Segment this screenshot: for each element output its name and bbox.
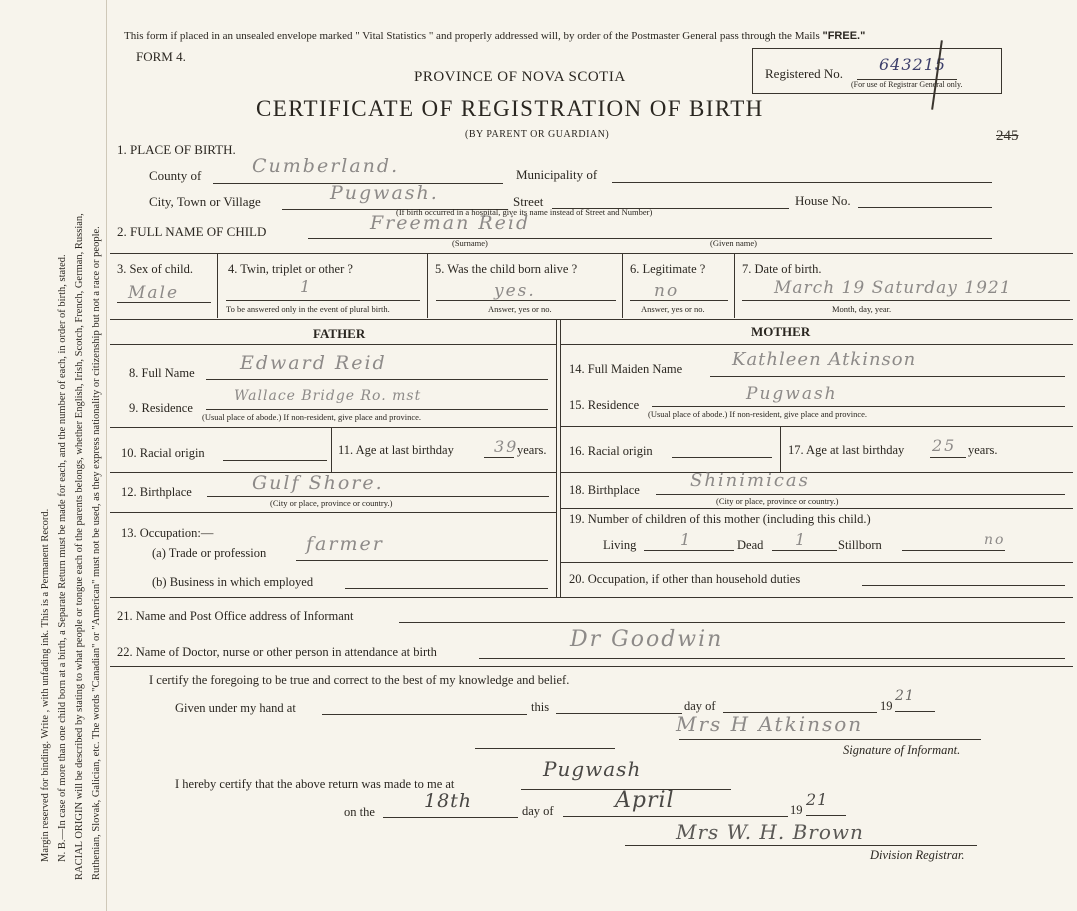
mother-occupation-label: 20. Occupation, if other than household duties <box>569 572 801 586</box>
father-name-label: 8. Full Name <box>129 366 195 380</box>
margin-note-3: RACIAL ORIGIN will be described by stating to what people or tongue each of the parents belongs, whether English, Irish, Scotch, French, German, Russian, <box>74 213 85 880</box>
informant-certify-text: I certify the foregoing to be true and correct to the best of my knowledge and belief. <box>149 673 570 687</box>
document-subtitle: (BY PARENT OR GUARDIAN) <box>465 129 610 140</box>
surname-note: (Surname) <box>452 238 488 248</box>
doctor-label: 22. Name of Doctor, nurse or other person in attendance at birth <box>117 645 437 659</box>
legitimate-label: 6. Legitimate ? <box>630 262 706 276</box>
trade-value: farmer <box>306 533 384 555</box>
registrar-year-suffix: 21 <box>806 790 829 809</box>
father-name-value: Edward Reid <box>240 352 387 374</box>
this-label: this <box>531 700 550 714</box>
sex-value: Male <box>128 283 180 303</box>
section-divider <box>475 748 615 749</box>
birthdate-value: March 19 Saturday 1921 <box>774 278 1012 298</box>
street-label: Street <box>513 194 544 209</box>
father-residence-value: Wallace Bridge Ro. mst <box>234 388 422 404</box>
child-name-value: Freeman Reid <box>370 212 531 234</box>
father-age-label: 11. Age at last birthday <box>338 443 454 457</box>
business-label: (b) Business in which employed <box>152 575 314 589</box>
living-label: Living <box>603 538 637 552</box>
county-value: Cumberland. <box>252 155 400 177</box>
on-the-label: on the <box>344 805 375 819</box>
given-at-label: Given under my hand at <box>175 701 296 715</box>
form-number: FORM 4. <box>136 49 186 64</box>
mother-birthplace-note: (City or place, province or country.) <box>716 496 839 506</box>
registration-box <box>752 48 1002 94</box>
father-age-unit: years. <box>517 443 547 457</box>
birthdate-label: 7. Date of birth. <box>742 262 822 276</box>
twin-value: 1 <box>300 277 313 296</box>
legitimate-value: no <box>654 281 680 301</box>
registered-no-note: (For use of Registrar General only. <box>851 80 963 89</box>
house-label: House No. <box>795 193 851 208</box>
hospital-note: (If birth occurred in a hospital, give its name instead of Street and Number) <box>396 207 653 217</box>
twin-note: To be answered only in the event of plural birth. <box>226 304 390 314</box>
municipality-label: Municipality of <box>516 167 598 182</box>
registrar-year-prefix: 19 <box>790 803 803 817</box>
registration-day: 18th <box>424 790 473 812</box>
father-birthplace-value: Gulf Shore. <box>252 472 384 494</box>
stillborn-value: no <box>984 532 1006 548</box>
father-residence-note: (Usual place of abode.) If non-resident, give place and province. <box>202 412 422 422</box>
mother-name-value: Kathleen Atkinson <box>732 349 917 370</box>
sex-label: 3. Sex of child. <box>117 262 194 276</box>
father-residence-label: 9. Residence <box>129 401 193 415</box>
registrar-certify-text: I hereby certify that the above return was made to me at <box>175 777 455 791</box>
father-birthplace-label: 12. Birthplace <box>121 485 192 499</box>
mother-heading: MOTHER <box>751 324 811 339</box>
mother-age-unit: years. <box>968 443 998 457</box>
father-occupation-label: 13. Occupation:— <box>121 526 214 540</box>
mother-residence-value: Pugwash <box>746 384 838 404</box>
child-name-label: 2. FULL NAME OF CHILD <box>117 224 267 239</box>
registrar-signature: Mrs W. H. Brown <box>676 820 864 844</box>
legitimate-note: Answer, yes or no. <box>641 304 705 314</box>
informant-year-suffix: 21 <box>895 688 915 704</box>
dead-label: Dead <box>737 538 764 552</box>
mail-notice-text: This form if placed in an unsealed envelope marked " Vital Statistics " and properly addressed will, by order of the Postmaster General pass through the Mails <box>124 30 820 42</box>
doctor-value: Dr Goodwin <box>570 627 724 652</box>
margin-note-4: Ruthenian, Slovak, Galician, etc. The words "Canadian" or "American" must not be used, as they express nationality or citizenship but not a race or people. <box>91 226 102 880</box>
mail-notice <box>124 30 865 42</box>
informant-label: 21. Name and Post Office address of Informant <box>117 609 354 623</box>
mother-age-label: 17. Age at last birthday <box>788 443 905 457</box>
province-title: PROVINCE OF NOVA SCOTIA <box>414 69 626 85</box>
children-count-label: 19. Number of children of this mother (including this child.) <box>569 512 871 526</box>
margin-note-1: Margin reserved for binding. Write , with unfading ink. This is a Permanent Record. <box>40 508 51 862</box>
alive-value: yes. <box>494 281 536 301</box>
city-value: Pugwash. <box>330 182 439 204</box>
registrar-signature-label: Division Registrar. <box>870 848 965 862</box>
mother-residence-note: (Usual place of abode.) If non-resident, give place and province. <box>648 409 868 419</box>
mother-age-value: 25 <box>932 436 957 455</box>
father-birthplace-note: (City or place, province or country.) <box>270 498 393 508</box>
city-label: City, Town or Village <box>149 194 261 209</box>
father-age-value: 39 <box>494 437 519 456</box>
mother-birthplace-value: Shinimicas <box>690 470 810 491</box>
birthdate-note: Month, day, year. <box>832 304 892 314</box>
mother-residence-label: 15. Residence <box>569 398 640 412</box>
binding-margin <box>0 0 107 911</box>
stillborn-label: Stillborn <box>838 538 882 552</box>
informant-year-prefix: 19 <box>880 699 893 713</box>
registration-place: Pugwash <box>543 757 642 781</box>
registration-day-of-label: day of <box>522 804 554 818</box>
trade-label: (a) Trade or profession <box>152 546 267 560</box>
mother-name-label: 14. Full Maiden Name <box>569 362 683 376</box>
day-of-label: day of <box>684 699 716 713</box>
registration-month: April <box>615 788 675 813</box>
father-heading: FATHER <box>313 326 366 341</box>
father-race-label: 10. Racial origin <box>121 446 205 460</box>
alive-note: Answer, yes or no. <box>488 304 552 314</box>
registered-no-value: 643215 <box>879 55 947 74</box>
twin-label: 4. Twin, triplet or other ? <box>228 262 353 276</box>
dead-value: 1 <box>795 530 808 549</box>
county-label: County of <box>149 168 202 183</box>
alive-label: 5. Was the child born alive ? <box>435 262 578 276</box>
living-value: 1 <box>680 530 693 549</box>
registered-no-label: Registered No. <box>765 66 843 81</box>
margin-note-2: N. B.—In case of more than one child born at a birth, a Separate Return must be made for each, and the number of each, in order of birth, stated. <box>57 254 68 862</box>
document-title: CERTIFICATE OF REGISTRATION OF BIRTH <box>256 96 764 121</box>
mother-birthplace-label: 18. Birthplace <box>569 483 640 497</box>
corner-number: 245 <box>996 128 1019 144</box>
informant-signature: Mrs H Atkinson <box>676 712 864 736</box>
mother-race-label: 16. Racial origin <box>569 444 653 458</box>
given-name-note: (Given name) <box>710 238 757 248</box>
informant-signature-label: Signature of Informant. <box>843 743 961 757</box>
mail-notice-free: "FREE." <box>822 30 866 42</box>
place-heading: 1. PLACE OF BIRTH. <box>117 142 236 157</box>
